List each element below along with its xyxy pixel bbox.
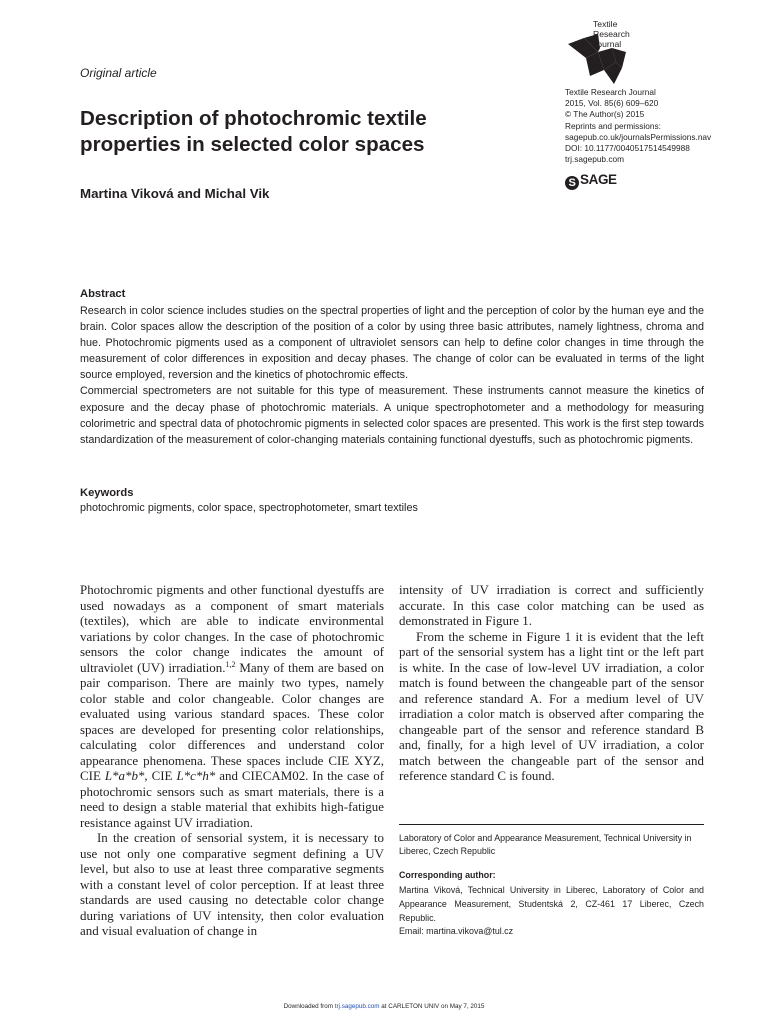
article-title: Description of photochromic textile properties in selected color spaces [80, 107, 427, 156]
corresponding-author-heading: Corresponding author: [399, 870, 496, 880]
body-paragraph [80, 582, 384, 830]
sage-s-icon: S [565, 176, 579, 190]
authors: Martina Viková and Michal Vik [80, 186, 270, 201]
abstract-paragraph: Research in color science includes studies on the spectral properties of light and the perception of color by the human eye and the brain. Color spaces allow the description of the position of a color by using three basic attributes, namely lightness, chroma and hue. Photochromic pigments used as a component of ultraviolet sensors can help to define color changes in time through the measurement of color differences in exposition and decay phases. The change of color can be evaluated in terms of the light source employed, reversion and the kinetics of photochromic effects. [80, 305, 704, 382]
abstract-paragraph: Commercial spectrometers are not suitable for this type of measurement. These instruments cannot measure the kinetics of exposure and the decay phase of photochromic materials. A unique spectrophotometer and a methodology for measuring colorimetric and spectral data of photochromic pigments in selected color spaces are presented. This work is the first step towards standardization of the measurement of color-changing materials containing functional dyestuffs, such as photochromic pigments. [80, 385, 704, 446]
meta-permissions-link[interactable]: sagepub.co.uk/journalsPermissions.nav [565, 131, 712, 142]
text-run: and CIECAM02. In the case of photochromic sensors such as smart materials, there is a need to design a stable material that exhibits high-fatigue resistance against UV irradiation. [80, 768, 385, 830]
download-suffix: at CARLETON UNIV on May 7, 2015 [379, 1003, 485, 1010]
sage-logo-text: SAGE [580, 172, 617, 187]
keywords-heading: Keywords [80, 487, 134, 499]
text-run: Many of them are based on pair comparison. There are mainly two types, namely color stable and color changeable. Color changes are evaluated using various standard spaces. These color spaces are developed for presenting color relationships, calculating color differences and understand color appearance phenomena. These spaces include CIE XYZ, CIE [80, 659, 384, 783]
sage-logo [565, 172, 617, 190]
citation-ref[interactable]: 1,2 [225, 659, 236, 669]
abstract-heading: Abstract [80, 288, 126, 300]
abstract-body [80, 303, 704, 448]
meta-journal: Textile Research Journal [565, 87, 656, 97]
lch-notation: L*c*h* [176, 768, 216, 783]
meta-volume: 2015, Vol. 85(6) 609–620 [565, 98, 659, 109]
body-paragraph: From the scheme in Figure 1 it is evident that the left part of the sensorial system has a light tint or the left part is white. In the case of low-level UV irradiation, a color match is found between the changeable part of the sensor and reference standard A. For a medium level of UV irradiation a color match is observed after comparing the changeable part of the sensor and reference standard B and, finally, for a high level of UV irradiation, a color match between the changeable part of the sensor and reference standard C is found. [399, 628, 704, 783]
corresponding-author-email[interactable]: Email: martina.vikova@tul.cz [399, 926, 514, 937]
corresponding-author-address: Martina Viková, Technical University in Liberec, Laboratory of Color and Appearance Measurement, Studentská 2, CZ-461 17 Liberec, Czech Republic. [399, 885, 704, 923]
body-column-left [80, 582, 384, 939]
logo-line: Textile [593, 19, 618, 29]
logo-line: Research [593, 29, 630, 40]
text-run: Photochromic pigments and other functional dyestuffs are used nowadays as a component of smart materials (textiles), which are able to indicate environmental variations by color changes. In the case of photochromic sensors the color change indicates the amount of ultraviolet (UV) irradiation. [80, 582, 384, 675]
text-run: , CIE [144, 768, 177, 783]
keywords-text: photochromic pigments, color space, spectrophotometer, smart textiles [80, 502, 418, 514]
download-link[interactable]: trj.sagepub.com [334, 1003, 380, 1010]
journal-logo-text [593, 19, 630, 50]
body-column-right [399, 582, 704, 784]
body-paragraph: intensity of UV irradiation is correct and sufficiently accurate. In this case color matching can be used as demonstrated in Figure 1. [399, 582, 704, 628]
lab-notation: L*a*b* [104, 768, 145, 783]
footnote-divider [399, 824, 704, 825]
download-prefix: Downloaded from [283, 1003, 335, 1010]
download-notice [0, 1003, 768, 1010]
author-affiliation: Laboratory of Color and Appearance Measurement, Technical University in Liberec, Czech Republic [399, 833, 692, 857]
corresponding-author-details [399, 884, 704, 939]
logo-line: Journal [593, 39, 622, 50]
meta-doi[interactable]: DOI: 10.1177/0040517514549988 [565, 143, 690, 154]
body-paragraph: In the creation of sensorial system, it is necessary to use not only one comparative segment defining a UV level, but also to use at least three comparative segments with a constant level of color perception. If at least three standards are used causing no detectable color change during variations of UV intensity, then color evaluation and visual evaluation of change in [80, 830, 384, 938]
meta-reprints: Reprints and permissions: [565, 120, 661, 131]
meta-journal-url[interactable]: trj.sagepub.com [565, 154, 625, 165]
article-type: Original article [80, 66, 157, 80]
meta-copyright: © The Author(s) 2015 [565, 109, 645, 120]
publication-meta [565, 87, 735, 165]
